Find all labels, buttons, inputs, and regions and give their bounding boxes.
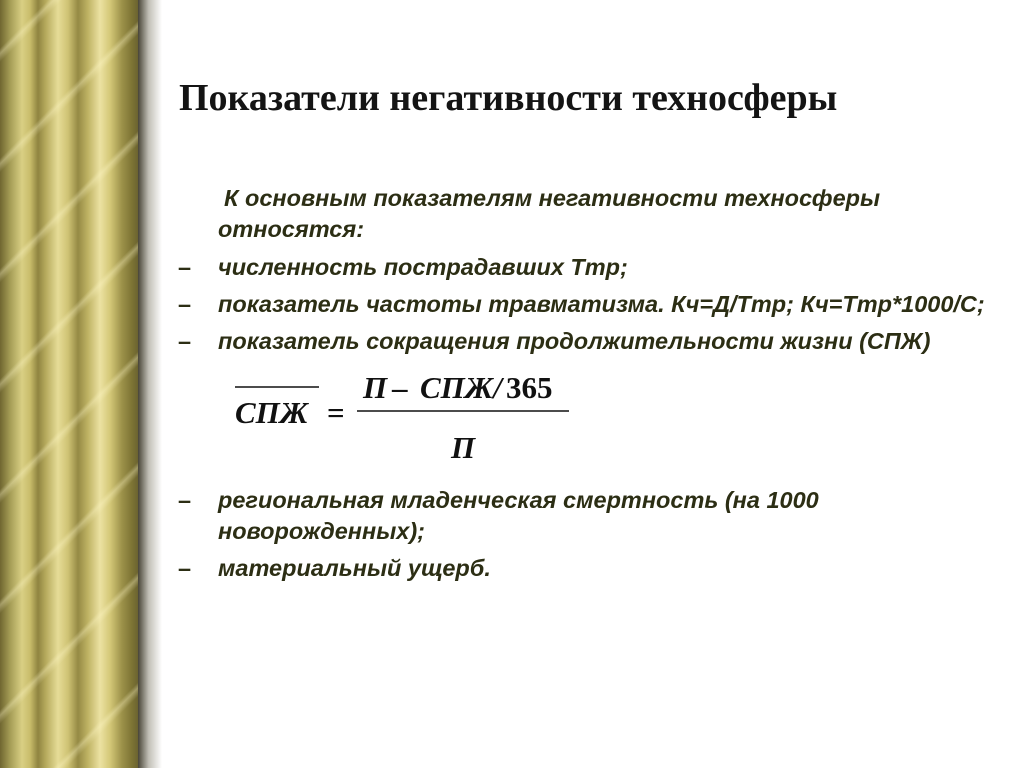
formula-graphic [227, 363, 587, 483]
bullet-text: показатель сокращения продолжительности жизни (СПЖ) [218, 328, 931, 354]
formula-numerator-minus: – [392, 370, 408, 405]
bullet-item-life-reduction [172, 326, 1002, 357]
slide-title: Показатели негативности техносферы [179, 77, 838, 119]
bullet-dash: – [178, 328, 192, 354]
bullet-item-victims [172, 252, 1002, 283]
formula-numerator-rest: СПЖ/ [420, 370, 502, 405]
slide-body [172, 183, 1002, 590]
bullet-item-injury-frequency [172, 289, 1002, 320]
bullet-dash: – [178, 555, 192, 581]
formula-numerator-p: П [363, 370, 388, 405]
bullet-text: численность пострадавших Тmр; [218, 254, 628, 280]
bullet-text: показатель частоты травматизма. Кч=Д/Тmр; Кч=Тmр*1000/С; [218, 291, 985, 317]
formula-equals: = [327, 395, 345, 430]
intro-paragraph: К основным показателям негативности техносферы относятся: [218, 185, 881, 242]
formula-denominator: П [451, 430, 476, 465]
bullet-dash: – [178, 291, 192, 317]
column-shadow-decoration [138, 0, 162, 768]
gold-column-decoration [0, 0, 138, 768]
bullet-text: материальный ущерб. [218, 555, 491, 581]
formula-numerator-number: 365 [506, 370, 553, 405]
bullet-text: региональная младенческая смертность (на 1000 новорожденных); [218, 487, 819, 544]
bullet-dash: – [178, 487, 192, 513]
formula-lhs: СПЖ [235, 395, 309, 430]
bullet-item-infant-mortality [172, 485, 1002, 547]
spzh-formula [172, 363, 1002, 483]
bullet-dash: – [178, 254, 192, 280]
bullet-item-material-damage [172, 553, 1002, 584]
